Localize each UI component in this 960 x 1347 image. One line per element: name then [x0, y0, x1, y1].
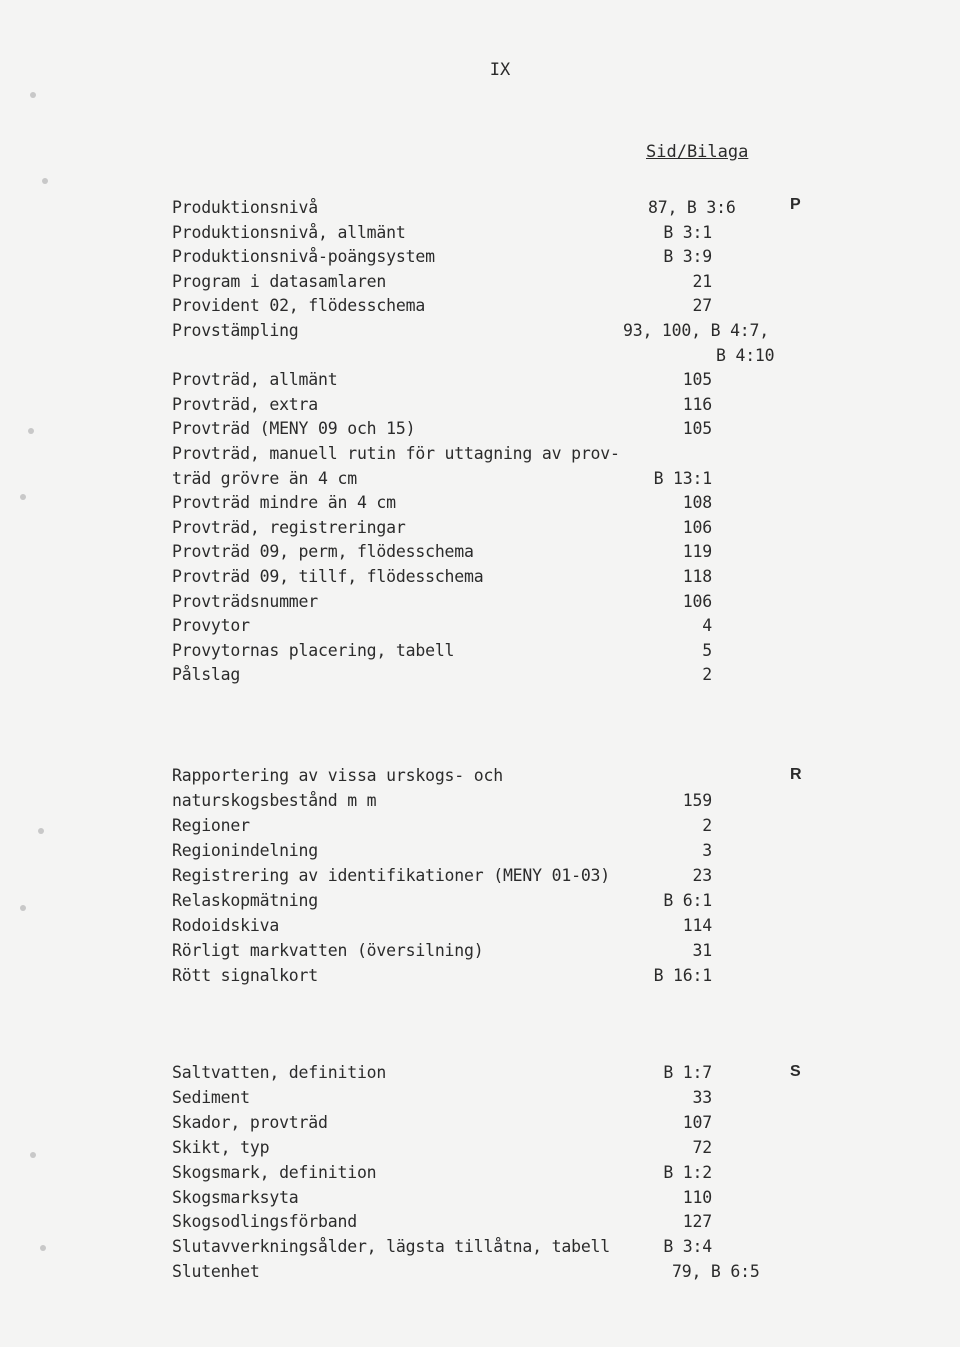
index-ref: 119 — [682, 542, 712, 562]
index-term: Skikt, typ — [172, 1137, 270, 1157]
index-ref: 105 — [682, 370, 712, 390]
index-term: naturskogsbestånd m m — [172, 791, 377, 810]
index-ref: 106 — [682, 591, 712, 611]
index-term: Produktionsnivå — [172, 198, 319, 217]
index-term: Skador, provträd — [172, 1112, 328, 1132]
index-ref: 87, B 3:6 — [648, 198, 736, 217]
section-letter: P — [790, 196, 801, 213]
index-ref: 27 — [692, 296, 712, 316]
index-ref: 114 — [682, 916, 712, 935]
index-ref: 79, B 6:5 — [672, 1262, 760, 1282]
index-ref: 108 — [682, 493, 712, 513]
index-term: Skogsodlingsförband — [172, 1212, 357, 1232]
index-ref: 116 — [682, 394, 712, 414]
index-ref: B 16:1 — [653, 966, 712, 985]
index-ref: 21 — [692, 271, 712, 291]
index-term: Relaskopmätning — [172, 891, 319, 910]
index-term: Skogsmark, definition — [172, 1162, 377, 1182]
index-ref: B 1:2 — [663, 1162, 712, 1182]
index-ref: 33 — [692, 1087, 712, 1107]
scan-speck — [20, 905, 26, 911]
scan-speck — [38, 828, 44, 834]
index-ref: B 3:1 — [663, 222, 712, 242]
index-term: Regionindelning — [172, 841, 319, 860]
index-term: Provident 02, flödesschema — [172, 296, 426, 316]
index-term: Provträd, allmänt — [172, 370, 338, 390]
index-term: Produktionsnivå, allmänt — [172, 222, 406, 242]
index-ref: 107 — [682, 1112, 712, 1132]
index-term: Rörligt markvatten (översilning) — [172, 941, 484, 960]
index-ref: 4 — [702, 616, 712, 636]
index-term: Saltvatten, definition — [172, 1063, 387, 1082]
index-ref: B 6:1 — [663, 891, 712, 910]
page-number: IX — [489, 60, 511, 80]
index-term: Provträd 09, perm, flödesschema — [172, 542, 474, 562]
index-ref: 31 — [692, 941, 712, 960]
scan-speck — [30, 92, 36, 98]
index-ref: 3 — [702, 841, 712, 860]
column-header: Sid/Bilaga — [646, 142, 749, 162]
section-letter: R — [790, 766, 802, 783]
index-term: Provträd mindre än 4 cm — [172, 493, 396, 513]
index-ref: B 3:4 — [663, 1237, 712, 1257]
scan-speck — [20, 494, 26, 500]
index-term: Rapportering av vissa urskogs- och — [172, 766, 503, 785]
index-term: Sediment — [172, 1087, 250, 1107]
index-ref: B 3:9 — [663, 247, 712, 267]
index-term: Slutenhet — [172, 1262, 260, 1282]
index-term: Provträd, registreringar — [172, 517, 406, 537]
index-ref: 93, 100, B 4:7, — [623, 321, 770, 340]
index-ref: B 13:1 — [653, 468, 712, 488]
index-ref: 5 — [702, 640, 712, 660]
index-term: Provträd 09, tillf, flödesschema — [172, 567, 484, 586]
scan-speck — [28, 428, 34, 434]
section-letter: S — [790, 1063, 801, 1080]
index-term: Skogsmarksyta — [172, 1187, 299, 1207]
index-ref: 72 — [692, 1137, 712, 1157]
index-term: Registrering av identifikationer (MENY 01-03) — [172, 866, 611, 885]
index-ref: 105 — [682, 419, 712, 439]
index-ref: 23 — [692, 866, 712, 885]
index-term: Provytornas placering, tabell — [172, 640, 455, 660]
index-term: Slutavverkningsålder, lägsta tillåtna, tabell — [172, 1237, 611, 1257]
index-term: Provytor — [172, 616, 250, 636]
index-term: Program i datasamlaren — [172, 271, 387, 291]
index-term: Provträd, manuell rutin för uttagning av prov- — [172, 444, 620, 463]
index-term: Produktionsnivå-poängsystem — [172, 247, 435, 267]
index-ref: 106 — [682, 517, 712, 537]
index-term: Pålslag — [172, 665, 241, 685]
index-term: träd grövre än 4 cm — [172, 468, 357, 488]
index-term: Rodoidskiva — [172, 916, 280, 935]
index-term: Provträdsnummer — [172, 591, 319, 611]
index-ref: 110 — [682, 1187, 712, 1207]
index-term: Rött signalkort — [172, 966, 319, 985]
index-ref: 118 — [682, 567, 712, 586]
scan-speck — [40, 1245, 46, 1251]
index-term: Provstämpling — [172, 321, 299, 340]
index-term: Provträd, extra — [172, 394, 319, 414]
index-ref: 159 — [682, 791, 712, 810]
index-ref: 2 — [702, 665, 712, 685]
scan-speck — [42, 178, 48, 184]
scan-speck — [30, 1152, 36, 1158]
index-ref: 127 — [682, 1212, 712, 1232]
index-ref: 2 — [702, 816, 712, 835]
index-ref: B 1:7 — [663, 1063, 712, 1082]
index-ref: B 4:10 — [716, 345, 775, 365]
index-term: Regioner — [172, 816, 250, 835]
index-term: Provträd (MENY 09 och 15) — [172, 419, 416, 439]
